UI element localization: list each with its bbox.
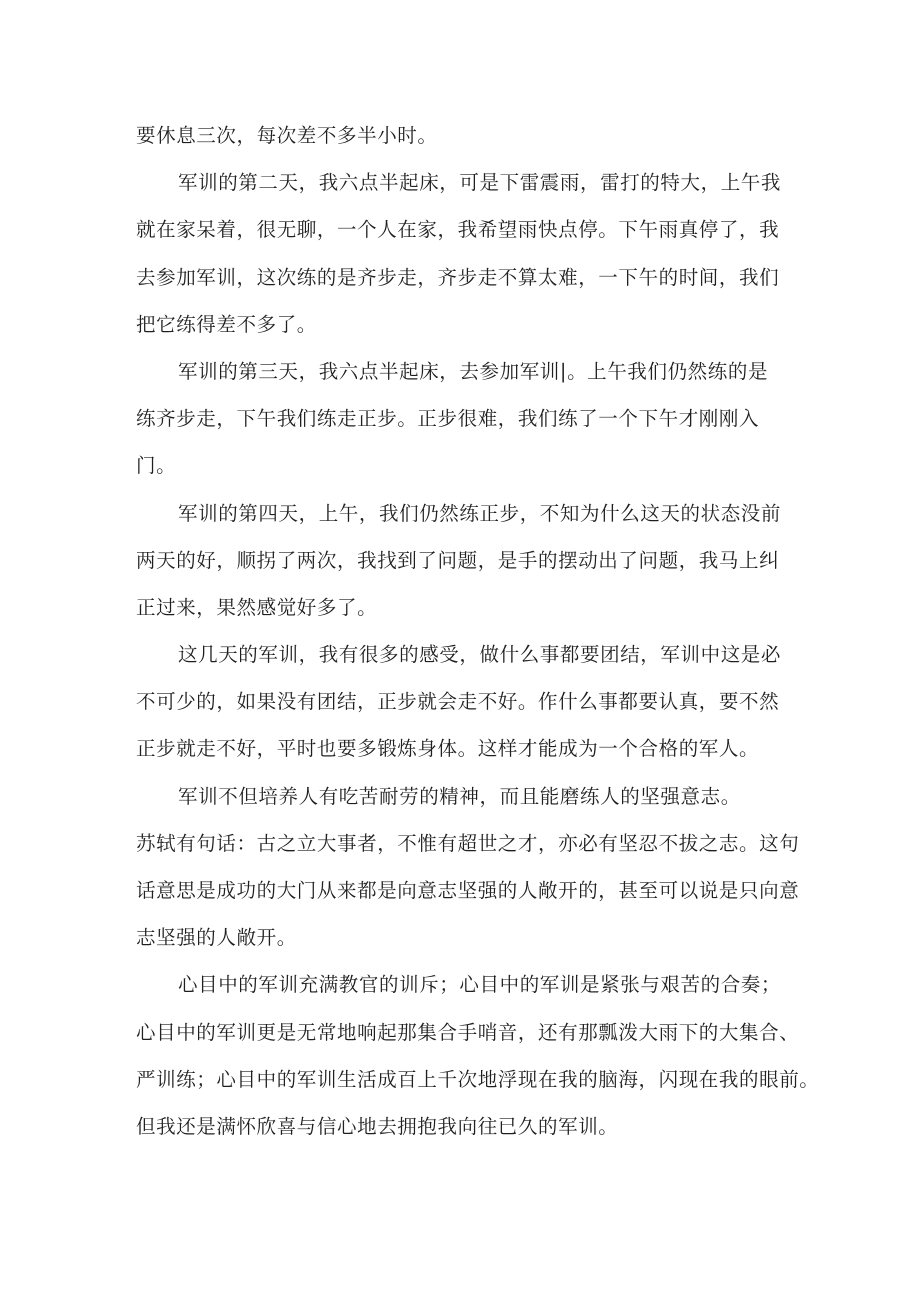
text-line: 正过来，果然感觉好多了。 [136,595,378,619]
text-line: 正步就走不好，平时也要多锻炼身体。这样才能成为一个合格的军人。 [136,737,760,761]
text-line: 苏轼有句话：古之立大事者，不惟有超世之才，亦必有坚忍不拔之志。这句 [136,831,800,855]
text-line: 志坚强的人敞开。 [136,926,297,950]
text-line: 就在家呆着，很无聊，一个人在家，我希望雨快点停。下午雨真停了，我 [136,218,780,242]
text-line: 不可少的，如果没有团结，正步就会走不好。作什么事都要认真，要不然 [136,690,780,714]
text-line: 两天的好，顺拐了两次，我找到了问题，是手的摆动出了问题，我马上纠 [136,548,780,572]
text-line: 心目中的军训更是无常地响起那集合手哨音，还有那瓢泼大雨下的大集合、 [136,1020,800,1044]
text-line: 军训的第四天，上午，我们仍然练正步，不知为什么这天的状态没前 [178,501,782,525]
text-line: 话意思是成功的大门从来都是向意志坚强的人敞开的，甚至可以说是只向意 [136,879,800,902]
text-line: 军训不但培养人有吃苦耐劳的精神，而且能磨练人的坚强意志。 [178,784,741,808]
text-line: 但我还是满怀欣喜与信心地去拥抱我向往已久的军训。 [136,1114,619,1138]
text-line: 严训练；心目中的军训生活成百上千次地浮现在我的脑海，闪现在我的眼前。 [136,1067,820,1091]
text-line: 门。 [136,454,177,478]
text-line: 这几天的军训，我有很多的感受，做什么事都要团结，军训中这是必 [178,643,782,667]
document-body [136,112,820,1150]
text-line: 军训的第二天，我六点半起床，可是下雷震雨，雷打的特大，上午我 [178,171,782,195]
text-line: 去参加军训，这次练的是齐步走，齐步走不算太难，一下午的时间，我们 [136,265,780,289]
text-line: 军训的第三天，我六点半起床，去参加军训|。上午我们仍然练的是 [178,359,769,383]
text-line: 把它练得差不多了。 [136,312,317,336]
text-line: 要休息三次，每次差不多半小时。 [136,124,438,147]
text-line: 心目中的军训充满教官的训斥；心目中的军训是紧张与艰苦的合奏； [178,973,782,997]
text-line: 练齐步走，下午我们练走正步。正步很难，我们练了一个下午才刚刚入 [136,407,760,431]
